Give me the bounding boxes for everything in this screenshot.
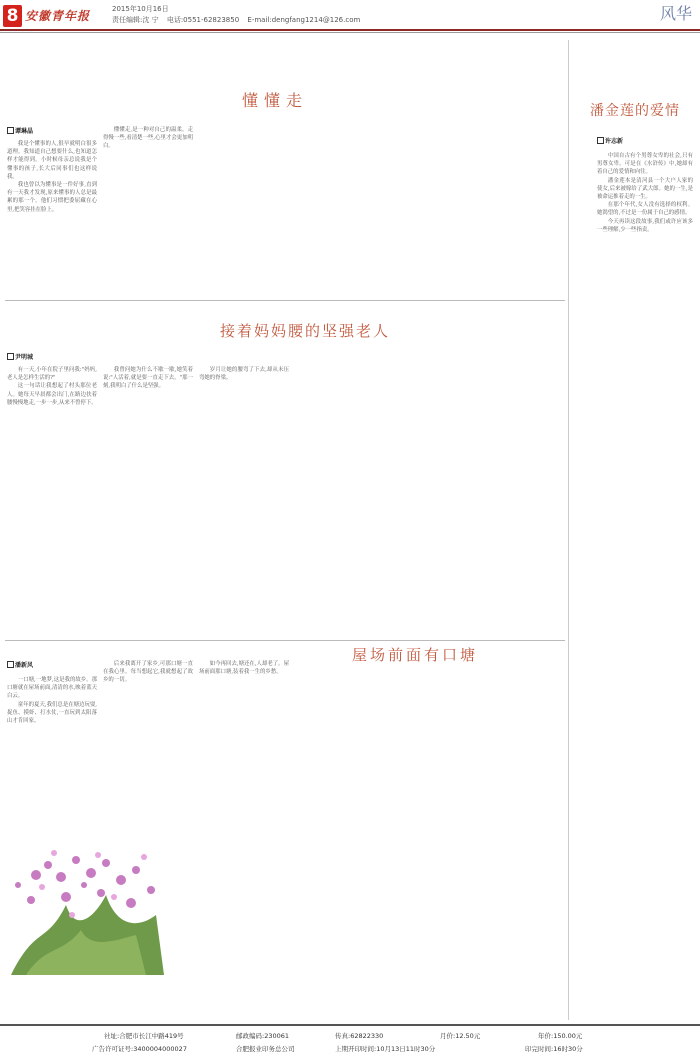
article-body: [7, 140, 97, 280]
paragraph: 后来我离开了家乡,可那口塘一直在我心里。每当想起它,我就想起了故乡的一切。: [103, 661, 193, 684]
paragraph: 有一天,小年在院子里问我:"妈妈,老人是怎样生活的?": [7, 367, 97, 382]
footer-print-end: 印完时间:16时30分: [525, 1045, 583, 1053]
paragraph: 这一句话让我想起了村头那位老人。她每天早晨都会出门,在路边扶着腰慢慢地走,一步一步,从来不曾停下。: [7, 383, 97, 406]
masthead-rule: [0, 29, 700, 31]
paper-name: 安徽青年报: [25, 9, 91, 23]
byline-box-icon: [7, 127, 14, 134]
paragraph: 童年的夏天,我们总是在塘边玩耍,捉鱼、摸虾、打水仗,一直玩到太阳落山才肯回家。: [7, 701, 97, 725]
divider: [5, 640, 565, 641]
page-number-badge: 8: [3, 5, 22, 27]
masthead-rule-thin: [0, 32, 700, 33]
footer-price-monthly: 月价:12.50元: [440, 1032, 481, 1040]
paragraph: 一口塘,一地梦,这是我的故乡。那口塘就在屋场前面,清清的水,映着蓝天白云。: [7, 677, 97, 700]
paragraph: 在那个年代,女人没有选择的权利。她渴望的,不过是一份属于自己的感情。: [597, 202, 693, 217]
article-byline: 许志新: [597, 136, 623, 145]
column-divider: [568, 40, 569, 1020]
article-title: 懂懂走: [241, 91, 308, 110]
byline-box-icon: [7, 353, 14, 360]
article-byline: 尹明城: [7, 352, 33, 361]
article-body: [199, 366, 289, 626]
article-body: [7, 366, 97, 626]
article-body: [199, 660, 289, 1010]
footer-license: 广告许可证号:3400004000027: [92, 1045, 187, 1053]
article-byline: 潘新风: [7, 660, 33, 669]
article-body: [7, 676, 97, 826]
flower-image-icon: [6, 835, 164, 975]
footer: [0, 1024, 700, 1060]
paragraph: 我也曾以为懂事是一件好事,直到有一天我才发现,原来懂事的人总是最累的那一个。他们习惯把委屈藏在心里,把笑容挂在脸上。: [7, 182, 97, 213]
phone-label: 电话:0551-62823850: [166, 16, 240, 24]
contact-line: [112, 15, 366, 25]
paragraph: 潘金莲本是清河县一个大户人家的使女,后来被嫁给了武大郎。她的一生,是被命运推着走的一生。: [597, 177, 693, 201]
footer-address: 社址:合肥市长江中路419号: [104, 1032, 184, 1040]
footer-fax: 传真:62822330: [335, 1032, 384, 1040]
article-byline: 谭琳晶: [7, 126, 33, 135]
byline-box-icon: [7, 661, 14, 668]
paragraph: 我是个懂事的人,很早就明白很多道理。我知道自己想要什么,也知道怎样才能得到。小时候母亲总说我是个懂事的孩子,长大后同事们也这样说我。: [7, 141, 97, 180]
article-body: [103, 126, 193, 280]
paragraph: 我曾问她为什么不歇一歇,她笑着说:"人活着,就是要一直走下去。"那一刻,我明白了什么是坚强。: [103, 367, 193, 390]
article-title: 潘金莲的爱情: [590, 103, 680, 119]
article-body-continued: [199, 126, 289, 280]
paragraph: 懂懂走,是一种对自己的温柔。走得慢一些,看清楚一些,心里才会更加明白。: [103, 127, 193, 150]
footer-postcode: 邮政编码:230061: [236, 1032, 290, 1040]
section-name: 风华: [659, 4, 692, 23]
article-title: 屋场前面有口塘: [351, 646, 478, 664]
article-body: [597, 152, 693, 1012]
email-label: E-mail:dengfang1214@126.com: [247, 16, 361, 24]
article-title: 接着妈妈腰的坚强老人: [219, 322, 390, 340]
editor-label: 责任编辑:沈 宁: [112, 16, 159, 24]
article-body: [103, 366, 193, 626]
byline-box-icon: [597, 137, 604, 144]
date-line: 2015年10月16日: [112, 5, 169, 13]
divider: [5, 300, 565, 301]
masthead: [0, 0, 700, 36]
footer-printer: 合肥报业印务总公司: [236, 1045, 295, 1053]
footer-print-start: 上期开印时间:10月13日11时30分: [335, 1045, 436, 1053]
footer-price-yearly: 年价:150.00元: [538, 1032, 583, 1040]
flower-illustration: [6, 835, 164, 975]
paragraph: 今天再读这段故事,我们或许应该多一些理解,少一些指责。: [597, 218, 693, 233]
paragraph: 如今再回去,塘还在,人却老了。屋场前面那口塘,装着我一生的乡愁。: [199, 661, 289, 676]
paragraph: 中国自古有个男尊女卑的社会,只有男尊女卑。可是在《水浒传》中,她却有着自己的爱情和向往。: [597, 153, 693, 176]
paragraph: 岁月让她的腰弯了下去,却从未压弯她的脊梁。: [199, 367, 289, 382]
